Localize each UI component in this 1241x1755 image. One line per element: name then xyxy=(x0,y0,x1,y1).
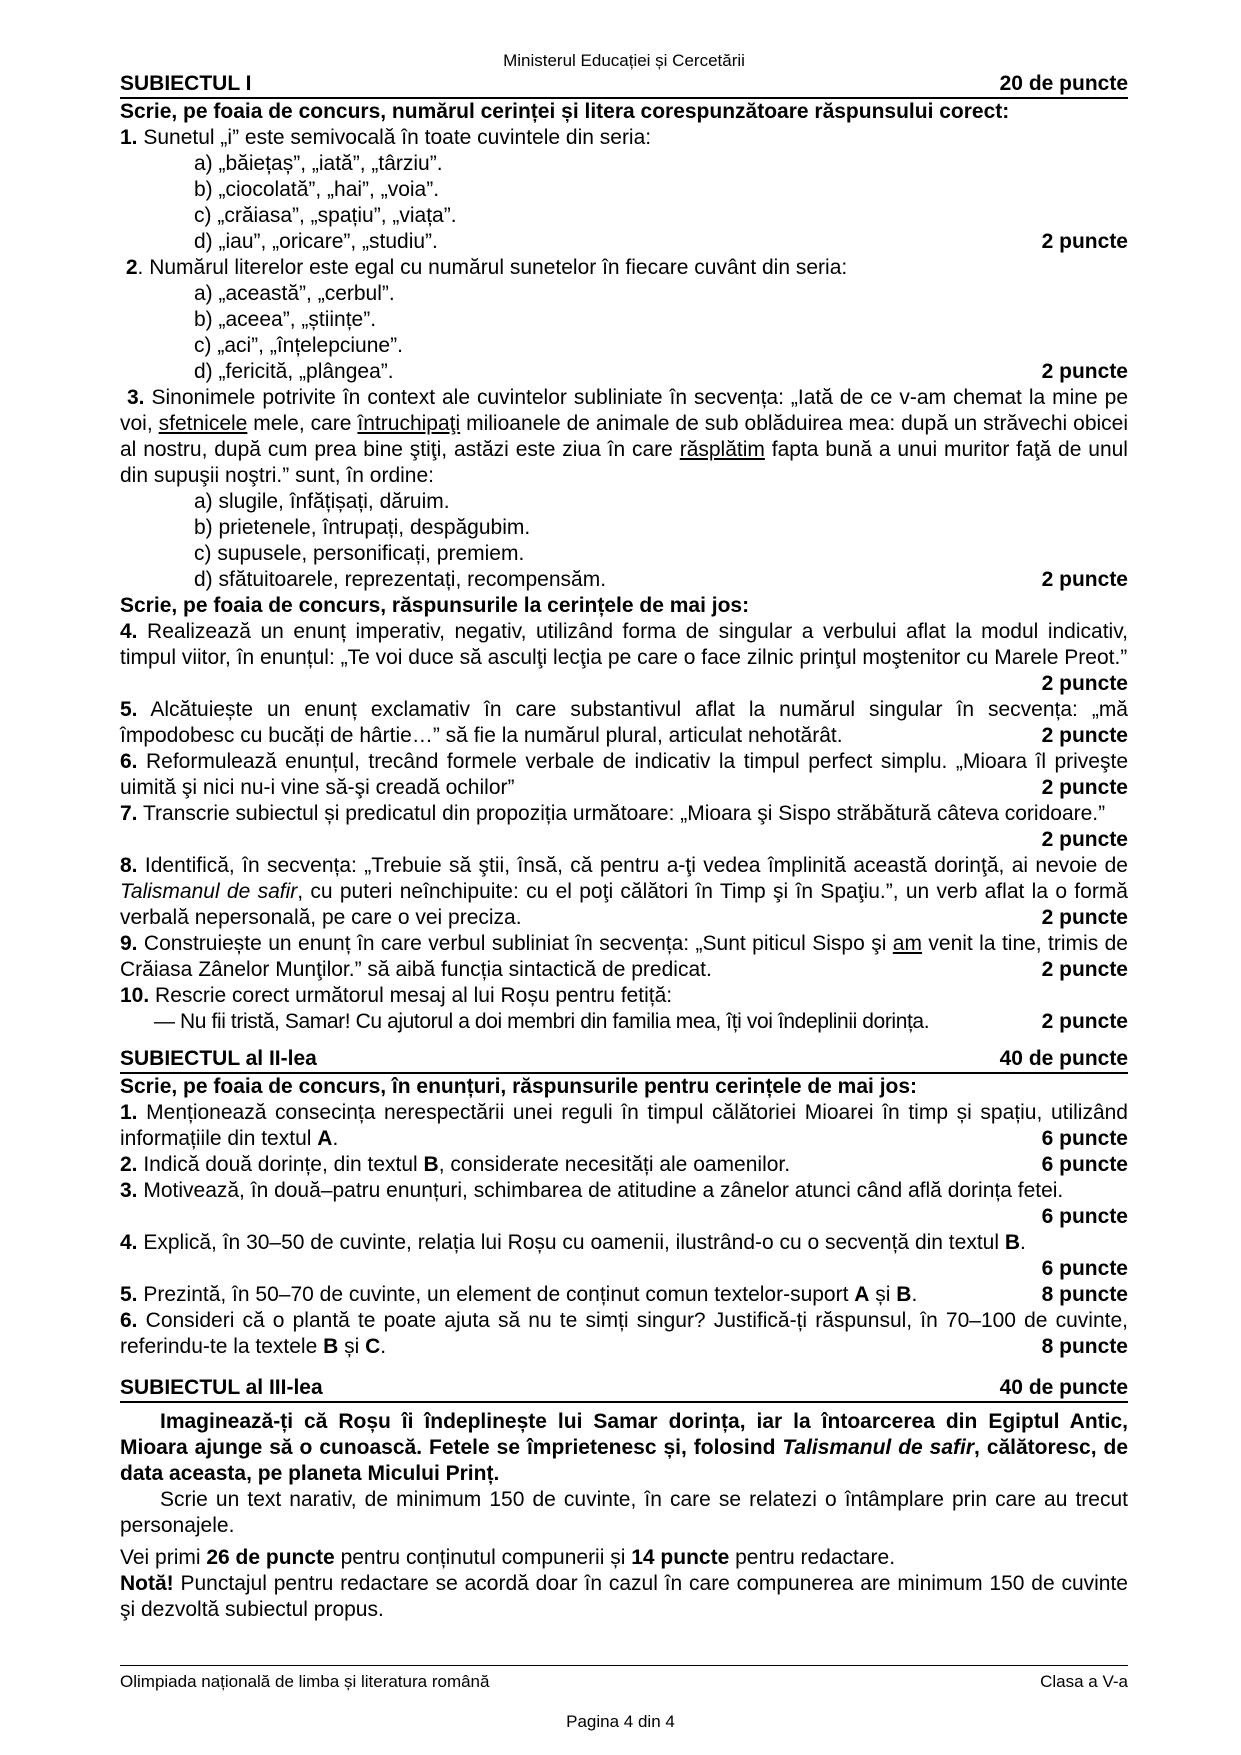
footer-class: Clasa a V-a xyxy=(1040,1672,1128,1691)
section-3-points: 40 de puncte xyxy=(999,1376,1128,1399)
footer-olympiad: Olimpiada națională de limba și literatura română xyxy=(120,1672,490,1691)
question-1-2: 2. Numărul literelor este egal cu numărul sunetelor în fiecare cuvânt din seria: xyxy=(125,256,848,279)
points: 2 puncte xyxy=(1041,672,1128,695)
points: 2 puncte xyxy=(1041,360,1128,383)
page-number: Pagina 4 din 4 xyxy=(566,1712,675,1731)
option-c: c) „crăiasa”, „spațiu”, „viața”. xyxy=(194,204,457,227)
question-2-1: 1. Menționează consecința nerespectării unei reguli în timpul călătoriei Mioarei în timp și spațiu, utilizând informațiile din textul A. 6 puncte xyxy=(120,1101,1128,1150)
section-2-points: 40 de puncte xyxy=(999,1047,1128,1070)
option-b: b) „aceea”, „științe”. xyxy=(194,308,377,331)
points: 2 puncte xyxy=(1041,828,1128,851)
points: 6 puncte xyxy=(1041,1257,1128,1280)
question-1-10-message: — Nu fii tristă, Samar! Cu ajutorul a doi membri din familia mea, îți voi îndeplinii dorința. 2 puncte xyxy=(154,1010,1128,1033)
question-2-5: 5. Prezintă, în 50–70 de cuvinte, un element de conținut comun textelor-suport A și B. 8 puncte xyxy=(120,1283,1128,1306)
question-1-3: 3. Sinonimele potrivite în context ale cuvintelor subliniate în secvența: „Iată de ce v-am chemat la mine pe voi, sfetnicele mele, care întruchipaţi milioanele de animale de sub oblăduirea mea: după un străvechi obicei al nostru, după cum prea bine ştiţi, astăzi este ziua în care răsplătim fapta bună a unui muritor faţă de unul din supuşii noştri.” sunt, în ordine: xyxy=(120,386,1129,487)
section-1-header xyxy=(120,72,1128,99)
question-2-3: 3. Motivează, în două–patru enunțuri, schimbarea de atitudine a zânelor atunci când află dorința fetei. xyxy=(120,1179,1064,1202)
essay-prompt: Imaginează-ți că Roșu îi îndeplinește lui Samar dorința, iar la întoarcerea din Egiptul Antic, Mioara ajunge să o cunoască. Fetele se împrietenesc și, folosind Talismanul de safir, călătoresc, de data aceasta, pe planeta Micului Prinț. xyxy=(120,1410,1129,1485)
exam-page xyxy=(120,0,1128,1623)
option-b: b) „ciocolată”, „hai”, „voia”. xyxy=(194,178,440,201)
option-d: d) sfătuitoarele, reprezentați, recompensăm. 2 puncte xyxy=(194,568,1128,591)
option-a: a) „această”, „cerbul”. xyxy=(194,282,395,305)
question-1-5: 5. Alcătuiește un enunț exclamativ în care substantivul aflat la numărul singular în secvența: „mă împodobesc cu bucăți de hârtie…” să fie la numărul plural, articulat nehotărât. 2 puncte xyxy=(120,698,1128,747)
section-1-instruction: Scrie, pe foaia de concurs, numărul cerinței și litera corespunzătoare răspunsului corect: xyxy=(120,100,1010,123)
option-d: d) „iau”, „oricare”, „studiu”. 2 puncte xyxy=(194,230,1128,253)
points: 6 puncte xyxy=(1041,1205,1128,1228)
option-a: a) „băiețaș”, „iată”, „târziu”. xyxy=(194,152,443,175)
question-1-4: 4. Realizează un enunț imperativ, negativ, utilizând forma de singular a verbului aflat la modul indicativ, timpul viitor, în enunțul: „Te voi duce să asculţi lecţia pe care o face zilnic prinţul moştenitor cu Marele Preot.” xyxy=(120,620,1128,669)
section-3-header xyxy=(120,1376,1128,1403)
section-2-instruction: Scrie, pe foaia de concurs, în enunțuri, răspunsurile pentru cerințele de mai jos: xyxy=(120,1075,918,1098)
footer xyxy=(120,1665,1128,1692)
section-1-points: 20 de puncte xyxy=(999,72,1128,95)
section-1-instruction-2: Scrie, pe foaia de concurs, răspunsurile la cerințele de mai jos: xyxy=(120,594,750,617)
question-1-8: 8. Identifică, în secvența: „Trebuie să ştii, însă, că pentru a-ţi vedea împlinită această dorinţă, ai nevoie de Talismanul de safir, cu puteri neînchipuite: cu el poţi călători în Timp şi în Spaţiu.”, un verb aflat la o formă verbală nepersonală, pe care o vei preciza. 2 puncte xyxy=(120,854,1128,929)
option-d: d) „fericită, „plângea”. 2 puncte xyxy=(194,360,1128,383)
question-1-1: 1. Sunetul „i” este semivocală în toate cuvintele din seria: xyxy=(120,126,652,149)
question-1-6: 6. Reformulează enunțul, trecând formele verbale de indicativ la timpul perfect simplu. „Mioara îl priveşte uimită şi nici nu-i vine să-şi creadă ochilor” 2 puncte xyxy=(120,750,1128,799)
points: 2 puncte xyxy=(1041,230,1128,253)
scoring-note: Vei primi 26 de puncte pentru conținutul compunerii și 14 puncte pentru redactare. xyxy=(120,1546,896,1569)
question-1-10: 10. Rescrie corect următorul mesaj al lui Roșu pentru fetiță: xyxy=(120,984,673,1007)
question-2-6: 6. Consideri că o plantă te poate ajuta să nu te simți singur? Justifică-ți răspunsul, în 70–100 de cuvinte, referindu-te la textele B și C. 8 puncte xyxy=(120,1309,1128,1358)
section-2-title: SUBIECTUL al II-lea xyxy=(120,1047,317,1070)
question-1-7: 7. Transcrie subiectul și predicatul din propoziția următoare: „Mioara şi Sispo străbătură câteva coridoare.” xyxy=(120,802,1106,825)
question-1-9: 9. Construiește un enunț în care verbul subliniat în secvența: „Sunt piticul Sispo şi am venit la tine, trimis de Crăiasa Zânelor Munţilor.” să aibă funcția sintactică de predicat. 2 puncte xyxy=(120,932,1128,981)
section-3-title: SUBIECTUL al III-lea xyxy=(120,1376,323,1399)
option-c: c) supusele, personificați, premiem. xyxy=(194,542,525,565)
question-2-4: 4. Explică, în 30–50 de cuvinte, relația lui Roșu cu oamenii, ilustrând-o cu o secvență din textul B. xyxy=(120,1231,1026,1254)
points: 2 puncte xyxy=(1041,1010,1128,1033)
option-c: c) „aci”, „înțelepciune”. xyxy=(194,334,403,357)
question-2-2: 2. Indică două dorințe, din textul B, considerate necesități ale oamenilor. 6 puncte xyxy=(120,1153,1128,1176)
section-2-header xyxy=(120,1047,1128,1074)
essay-requirement: Scrie un text narativ, de minimum 150 de cuvinte, în care se relatezi o întâmplare prin care au trecut personajele. xyxy=(120,1488,1128,1537)
option-b: b) prietenele, întrupați, despăgubim. xyxy=(194,516,531,539)
ministry-header: Ministerul Educației și Cercetării xyxy=(503,51,745,70)
note: Notă! Punctajul pentru redactare se acordă doar în cazul în care compunerea are minimum 150 de cuvinte şi dezvoltă subiectul propus. xyxy=(120,1572,1128,1621)
points: 2 puncte xyxy=(1041,568,1128,591)
section-1-title: SUBIECTUL I xyxy=(120,72,252,95)
option-a: a) slugile, înfățișați, dăruim. xyxy=(194,490,450,513)
